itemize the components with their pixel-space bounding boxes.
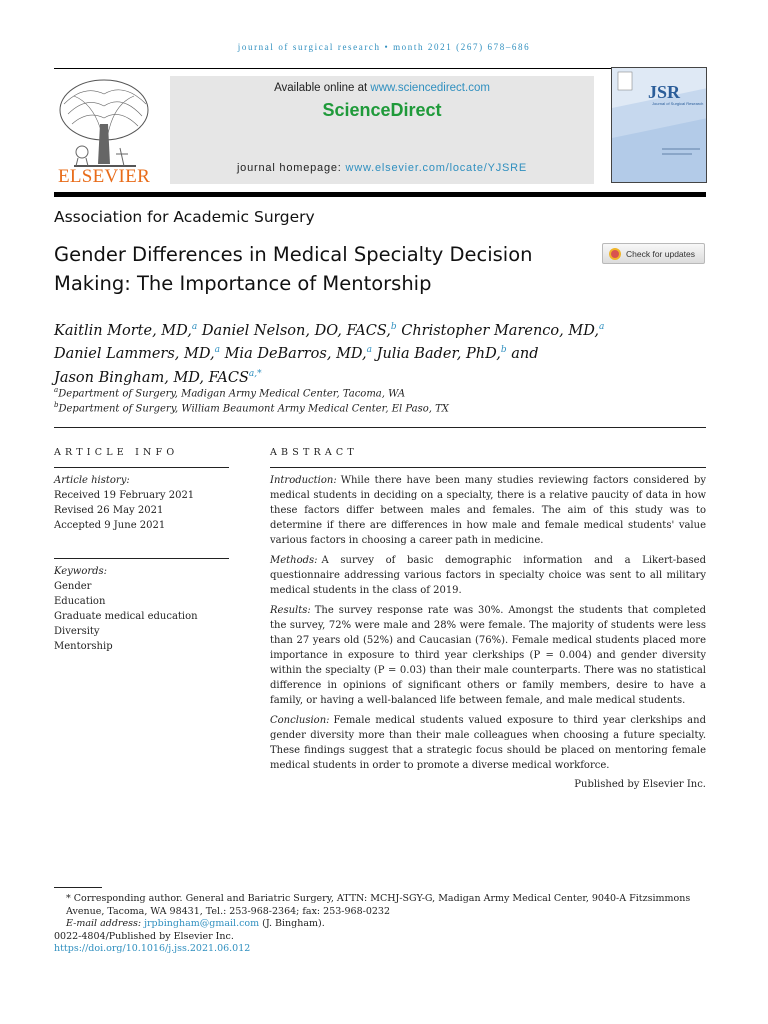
affiliation-a	[54, 386, 405, 399]
keyword: Mentorship	[54, 641, 113, 652]
elsevier-wordmark: ELSEVIER	[57, 166, 151, 187]
sciencedirect-link[interactable]: www.sciencedirect.com	[370, 82, 490, 94]
affiliations-rule	[54, 427, 706, 428]
author: Julia Bader, PhD,	[376, 346, 501, 363]
affiliation-mark: a	[54, 386, 59, 394]
header-thick-rule	[54, 192, 706, 197]
email-suffix: (J. Bingham).	[259, 918, 325, 929]
check-for-updates-button[interactable]	[602, 243, 705, 264]
email-label: E-mail address:	[66, 918, 142, 929]
revised-date: Revised 26 May 2021	[54, 505, 164, 516]
author: Daniel Nelson, DO, FACS,	[201, 322, 391, 339]
author-line-1	[54, 318, 654, 341]
keyword: Gender	[54, 581, 92, 592]
article-title	[54, 240, 594, 298]
author-line-2	[54, 341, 654, 364]
published-by: Published by Elsevier Inc.	[574, 779, 706, 790]
check-updates-icon	[609, 248, 621, 260]
article-info-rule	[54, 467, 229, 468]
author-line-3	[54, 365, 654, 388]
conclusion-label: Conclusion:	[270, 715, 330, 726]
author: Kaitlin Morte, MD,	[54, 322, 192, 339]
author-affiliation-mark[interactable]: a	[191, 322, 198, 332]
keywords-label: Keywords:	[54, 566, 108, 577]
methods-text: A survey of basic demographic information and a Likert-based questionnaire addressing various factors in specialty choice was sent to all military medical students in the class of 2019.	[270, 555, 706, 596]
author-affiliation-mark[interactable]: a	[214, 345, 220, 356]
abstract-conclusion	[270, 713, 706, 773]
article-info-heading: ARTICLE INFO	[54, 447, 179, 458]
cover-subtitle: Journal of Surgical Research	[652, 101, 704, 106]
methods-label: Methods:	[270, 555, 318, 566]
author-affiliation-mark[interactable]: b	[500, 345, 507, 356]
keyword: Diversity	[54, 626, 100, 637]
title-line-1: Gender Differences in Medical Specialty Decision	[54, 243, 533, 266]
keyword: Graduate medical education	[54, 611, 198, 622]
email-line	[54, 918, 706, 931]
accepted-date: Accepted 9 June 2021	[54, 520, 166, 531]
footnotes	[54, 893, 706, 956]
affiliation-mark: b	[54, 401, 59, 409]
affiliation-b	[54, 401, 449, 414]
email-link[interactable]: jrpbingham@gmail.com	[144, 918, 260, 929]
section-heading: Association for Academic Surgery	[54, 208, 315, 226]
sciencedirect-wordmark: ScienceDirect	[322, 100, 442, 120]
journal-homepage	[170, 162, 594, 174]
footnote-rule	[54, 887, 102, 888]
author: Jason Bingham, MD, FACS	[54, 369, 249, 386]
abstract-body	[270, 473, 706, 778]
intro-label: Introduction:	[270, 475, 337, 486]
affiliation-text: Department of Surgery, William Beaumont Army Medical Center, El Paso, TX	[58, 403, 449, 415]
intro-text: While there have been many studies reviewing factors considered by medical students in deciding on a specialty, there is a relative paucity of data in how these factors differ between males and females. The aim of this study was to determine if there are differences in how male and female medical students' value various factors in choosing a career path in medicine.	[270, 475, 706, 546]
affiliation-text: Department of Surgery, Madigan Army Medical Center, Tacoma, WA	[58, 388, 406, 400]
journal-banner	[170, 76, 594, 184]
author-affiliation-mark[interactable]: a	[366, 345, 373, 356]
homepage-label: journal homepage:	[236, 162, 346, 174]
available-online-label: Available online at	[274, 82, 371, 94]
author-affiliation-mark[interactable]: a	[598, 322, 605, 332]
issn-line: 0022-4804/Published by Elsevier Inc.	[54, 930, 234, 942]
author-affiliation-mark[interactable]: b	[390, 322, 397, 332]
authors-and: and	[511, 346, 539, 363]
article-history	[54, 473, 194, 533]
check-updates-label: Check for updates	[626, 248, 695, 259]
abstract-introduction	[270, 473, 706, 548]
results-label: Results:	[270, 605, 311, 616]
abstract-methods	[270, 553, 706, 598]
results-text: The survey response rate was 30%. Amongst the students that completed the survey, 72% were male and 28% were female. The majority of students were less than 27 years old (52%) and Caucasian (76%). Female medical students placed more importance in exposure to third year clerkships (P = 0.004) and gender diversity within the specialty (P = 0.03) than their male counterparts. There was no statistical difference in opinions of significant others or family members, desire to have a family, or having a well-balanced life between female, and male medical students.	[270, 605, 706, 706]
available-online	[170, 82, 594, 94]
doi-link[interactable]: https://doi.org/10.1016/j.jss.2021.06.012	[54, 943, 251, 954]
keywords-rule	[54, 558, 229, 559]
cover-title: JSR	[648, 82, 681, 102]
keyword: Education	[54, 596, 106, 607]
abstract-results	[270, 603, 706, 708]
corresponding-author: * Corresponding author. General and Bariatric Surgery, ATTN: MCHJ-SGY-G, Madigan Army Medical Center, 9040-A Fitzsimmons Avenue, Tacoma, WA 98431, Tel.: 253-968-2364; fax: 253-968-0232	[66, 893, 691, 917]
journal-cover-thumbnail[interactable]	[611, 67, 707, 183]
conclusion-text: Female medical students valued exposure to third year clerkships and gender diversity more than their male colleagues when choosing a future specialty. These findings suggest that a strategic focus should be placed on mentoring female medical students in order to promote a diverse medical workforce.	[270, 715, 706, 771]
author: Daniel Lammers, MD,	[54, 346, 215, 363]
received-date: Received 19 February 2021	[54, 490, 195, 501]
homepage-link[interactable]: www.elsevier.com/locate/YJSRE	[345, 162, 528, 174]
author-affiliation-mark[interactable]: a,*	[248, 368, 262, 379]
keywords	[54, 564, 198, 654]
abstract-rule	[270, 467, 706, 468]
running-head: journal of surgical research • month 2021 (267) 678–686	[237, 42, 531, 52]
abstract-heading: ABSTRACT	[270, 447, 358, 458]
author-list	[54, 318, 654, 388]
author: Mia DeBarros, MD,	[224, 346, 367, 363]
header-top-rule	[54, 68, 706, 69]
author: Christopher Marenco, MD,	[401, 322, 599, 339]
history-label: Article history:	[54, 475, 130, 486]
title-line-2: Making: The Importance of Mentorship	[54, 272, 432, 295]
